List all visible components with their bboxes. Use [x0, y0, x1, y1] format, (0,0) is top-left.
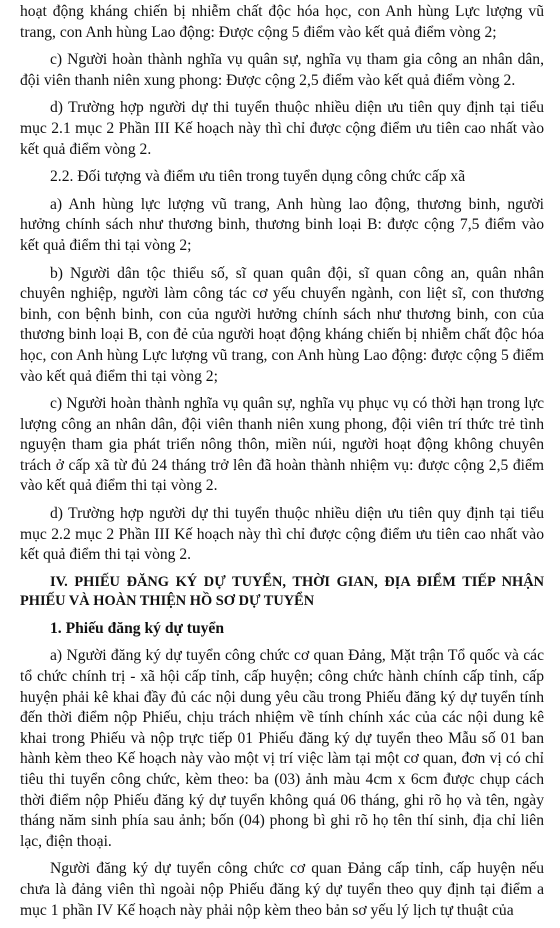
- paragraph-priority-continuation: hoạt động kháng chiến bị nhiễm chất độc hóa học, con Anh hùng Lực lượng vũ trang, con Anh hùng Lao động: Được cộng 5 điểm vào kết quả điểm vòng 2;: [20, 3, 544, 41]
- paragraph-2-2-item-d: d) Trường hợp người dự thi tuyển thuộc nhiều diện ưu tiên quy định tại tiểu mục 2.2 mục 2 Phần III Kế hoạch này thì chỉ được cộng điểm ưu tiên cao nhất vào kết quả điểm thi tại vòng 2.: [20, 505, 544, 564]
- paragraph-party-candidates: Người đăng ký dự tuyển công chức cơ quan Đảng cấp tỉnh, cấp huyện nếu chưa là đảng viên thì ngoài nộp Phiếu đăng ký dự tuyển theo quy định tại điểm a mục 1 phần IV Kế hoạch này phải nộp kèm theo bản sơ yếu lý lịch tự thuật của: [20, 860, 544, 919]
- document-page: [20, 2, 544, 928]
- paragraph-2-2-item-b: b) Người dân tộc thiểu số, sĩ quan quân đội, sĩ quan công an, quân nhân chuyên nghiệp, người làm công tác cơ yếu chuyển ngành, con liệt sĩ, con thương binh, con bệnh binh, con của người hưởng chính sách như thương binh, con của thương binh loại B, con đẻ của người hoạt động kháng chiến bị nhiễm chất độc hóa học, con Anh hùng Lực lượng vũ trang, con Anh hùng Lao động: được cộng 5 điểm vào kết quả điểm thi tại vòng 2;: [20, 264, 544, 385]
- section-iv-title: IV. PHIẾU ĐĂNG KÝ DỰ TUYỂN, THỜI GIAN, ĐỊA ĐIỂM TIẾP NHẬN PHIẾU VÀ HOÀN THIỆN HỒ SƠ DỰ TUYỂN: [20, 573, 544, 609]
- paragraph-item-d-multiple-priority: d) Trường hợp người dự thi tuyển thuộc nhiều diện ưu tiên quy định tại tiểu mục 2.1 mục 2 Phần III Kế hoạch này thì chỉ được cộng điểm ưu tiên cao nhất vào kết quả điểm vòng 2.: [20, 99, 544, 158]
- paragraph-2-2-item-a: a) Anh hùng lực lượng vũ trang, Anh hùng lao động, thương binh, người hưởng chính sách như thương binh, thương binh loại B: được cộng 7,5 điểm vào kết quả điểm thi tại vòng 2;: [20, 195, 544, 254]
- paragraph-2-2-item-c: c) Người hoàn thành nghĩa vụ quân sự, nghĩa vụ phục vụ có thời hạn trong lực lượng công an nhân dân, đội viên thanh niên xung phong, đội viên trí thức trẻ tình nguyện tham gia phát triển nông thôn, miền núi, người hoạt động không chuyên trách ở cấp xã từ đủ 24 tháng trở lên đã hoàn thành nhiệm vụ: được cộng 2,5 điểm vào kết quả điểm thi tại vòng 2.: [20, 395, 544, 495]
- subsection-2-2-heading: 2.2. Đối tượng và điểm ưu tiên trong tuyển dụng công chức cấp xã: [50, 168, 466, 186]
- subsection-1-heading: 1. Phiếu đăng ký dự tuyển: [50, 619, 225, 637]
- paragraph-1-item-a: a) Người đăng ký dự tuyển công chức cơ quan Đảng, Mặt trận Tổ quốc và các tổ chức chính trị - xã hội cấp tỉnh, cấp huyện; công chức hành chính cấp tỉnh, cấp huyện phải kê khai đầy đủ các nội dung yêu cầu trong Phiếu đăng ký dự tuyển tính đến thời điểm nộp Phiếu, chịu trách nhiệm về tính chính xác của các nội dung kê khai trong Phiếu và nộp trực tiếp 01 Phiếu đăng ký dự tuyển theo Mẫu số 01 ban hành kèm theo Kế hoạch này vào một vị trí việc làm tại một cơ quan, đơn vị có chỉ tiêu thi tuyển công chức, kèm theo: ba (03) ảnh màu 4cm x 6cm được chụp cách thời điểm nộp Phiếu đăng ký dự tuyển không quá 06 tháng, ghi rõ họ và tên, ngày tháng năm sinh phía sau ảnh; bốn (04) phong bì ghi rõ họ tên thí sinh, địa chỉ liên lạc, điện thoại.: [20, 647, 544, 850]
- paragraph-item-c-military: c) Người hoàn thành nghĩa vụ quân sự, nghĩa vụ tham gia công an nhân dân, đội viên thanh niên xung phong: Được cộng 2,5 điểm vào kết quả điểm vòng 2.: [20, 51, 544, 89]
